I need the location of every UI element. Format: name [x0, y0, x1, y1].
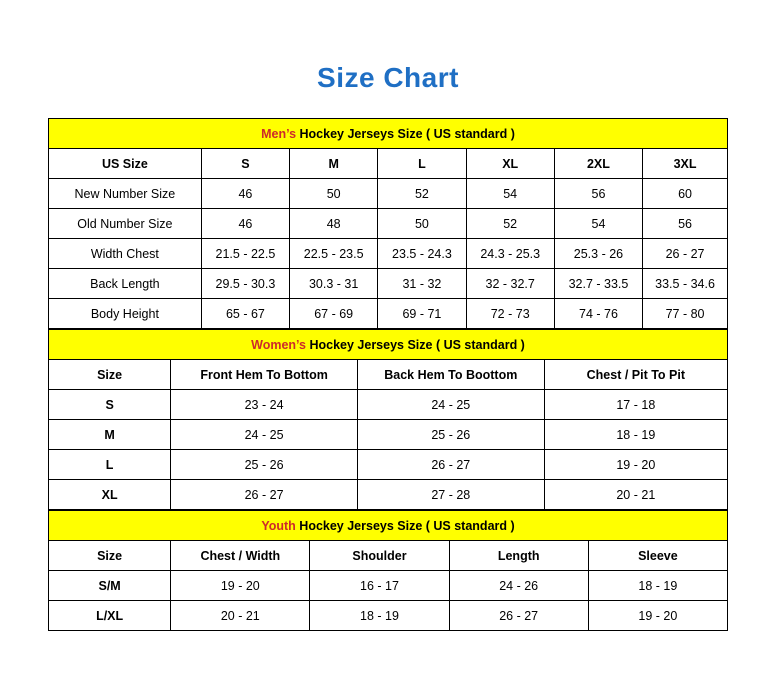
youth-row-1-cell-1: 20 - 21 — [171, 601, 310, 631]
table-banner-row — [49, 330, 728, 360]
table-row — [49, 571, 728, 601]
mens-row-3-cell-2: 30.3 - 31 — [290, 269, 378, 299]
mens-row-2-cell-3: 23.5 - 24.3 — [378, 239, 466, 269]
youth-header-cell-4: Sleeve — [588, 541, 727, 571]
womens-banner-rest: Hockey Jerseys Size ( US standard ) — [306, 337, 525, 352]
mens-row-3-cell-6: 33.5 - 34.6 — [643, 269, 728, 299]
womens-header-cell-0: Size — [49, 360, 171, 390]
mens-row-2-cell-0: Width Chest — [49, 239, 202, 269]
mens-row-1-cell-4: 52 — [466, 209, 554, 239]
mens-banner-accent: Men’s — [261, 126, 297, 141]
womens-row-3-cell-1: 26 - 27 — [171, 480, 358, 510]
womens-row-0-cell-1: 23 - 24 — [171, 390, 358, 420]
youth-header-cell-3: Length — [449, 541, 588, 571]
mens-row-1-cell-0: Old Number Size — [49, 209, 202, 239]
womens-size-table — [48, 329, 728, 510]
womens-row-1-cell-3: 18 - 19 — [544, 420, 727, 450]
mens-row-3-cell-0: Back Length — [49, 269, 202, 299]
mens-row-0-cell-3: 52 — [378, 179, 466, 209]
table-row — [49, 269, 728, 299]
table-row — [49, 299, 728, 329]
womens-row-2-cell-0: L — [49, 450, 171, 480]
womens-banner — [49, 330, 728, 360]
mens-row-1-cell-6: 56 — [643, 209, 728, 239]
mens-header-cell-0: US Size — [49, 149, 202, 179]
youth-banner-rest: Hockey Jerseys Size ( US standard ) — [295, 518, 515, 533]
table-header-row — [49, 541, 728, 571]
youth-banner — [49, 511, 728, 541]
mens-row-2-cell-2: 22.5 - 23.5 — [290, 239, 378, 269]
youth-row-1-cell-2: 18 - 19 — [310, 601, 449, 631]
womens-header-cell-3: Chest / Pit To Pit — [544, 360, 727, 390]
size-chart-container — [48, 118, 728, 631]
mens-banner-rest: Hockey Jerseys Size ( US standard ) — [296, 126, 515, 141]
mens-row-1-cell-1: 46 — [201, 209, 289, 239]
mens-header-cell-2: M — [290, 149, 378, 179]
table-row — [49, 209, 728, 239]
youth-row-0-cell-0: S/M — [49, 571, 171, 601]
womens-row-1-cell-1: 24 - 25 — [171, 420, 358, 450]
table-row — [49, 239, 728, 269]
mens-row-1-cell-5: 54 — [554, 209, 642, 239]
table-header-row — [49, 360, 728, 390]
youth-banner-accent: Youth — [261, 518, 296, 533]
mens-row-0-cell-0: New Number Size — [49, 179, 202, 209]
youth-header-cell-0: Size — [49, 541, 171, 571]
table-row — [49, 179, 728, 209]
womens-row-2-cell-2: 26 - 27 — [357, 450, 544, 480]
table-row — [49, 420, 728, 450]
mens-row-0-cell-6: 60 — [643, 179, 728, 209]
mens-header-cell-3: L — [378, 149, 466, 179]
mens-row-0-cell-5: 56 — [554, 179, 642, 209]
mens-row-2-cell-4: 24.3 - 25.3 — [466, 239, 554, 269]
youth-row-0-cell-1: 19 - 20 — [171, 571, 310, 601]
mens-row-2-cell-5: 25.3 - 26 — [554, 239, 642, 269]
womens-row-2-cell-3: 19 - 20 — [544, 450, 727, 480]
youth-row-1-cell-4: 19 - 20 — [588, 601, 727, 631]
mens-row-1-cell-2: 48 — [290, 209, 378, 239]
womens-row-1-cell-2: 25 - 26 — [357, 420, 544, 450]
mens-header-cell-6: 3XL — [643, 149, 728, 179]
mens-header-cell-1: S — [201, 149, 289, 179]
mens-size-table — [48, 118, 728, 329]
mens-row-0-cell-1: 46 — [201, 179, 289, 209]
youth-row-0-cell-4: 18 - 19 — [588, 571, 727, 601]
mens-row-4-cell-6: 77 - 80 — [643, 299, 728, 329]
youth-header-cell-1: Chest / Width — [171, 541, 310, 571]
womens-row-3-cell-0: XL — [49, 480, 171, 510]
mens-row-4-cell-1: 65 - 67 — [201, 299, 289, 329]
youth-header-cell-2: Shoulder — [310, 541, 449, 571]
mens-row-0-cell-2: 50 — [290, 179, 378, 209]
womens-row-3-cell-3: 20 - 21 — [544, 480, 727, 510]
mens-row-3-cell-5: 32.7 - 33.5 — [554, 269, 642, 299]
womens-row-0-cell-3: 17 - 18 — [544, 390, 727, 420]
womens-row-0-cell-0: S — [49, 390, 171, 420]
mens-row-2-cell-6: 26 - 27 — [643, 239, 728, 269]
youth-row-0-cell-3: 24 - 26 — [449, 571, 588, 601]
mens-row-3-cell-3: 31 - 32 — [378, 269, 466, 299]
page-title: Size Chart — [317, 62, 459, 93]
youth-row-1-cell-3: 26 - 27 — [449, 601, 588, 631]
table-row — [49, 601, 728, 631]
mens-row-4-cell-3: 69 - 71 — [378, 299, 466, 329]
table-row — [49, 480, 728, 510]
mens-row-4-cell-5: 74 - 76 — [554, 299, 642, 329]
womens-row-3-cell-2: 27 - 28 — [357, 480, 544, 510]
table-banner-row — [49, 511, 728, 541]
mens-banner — [49, 119, 728, 149]
youth-row-1-cell-0: L/XL — [49, 601, 171, 631]
womens-row-2-cell-1: 25 - 26 — [171, 450, 358, 480]
womens-header-cell-2: Back Hem To Boottom — [357, 360, 544, 390]
mens-row-3-cell-1: 29.5 - 30.3 — [201, 269, 289, 299]
mens-row-4-cell-4: 72 - 73 — [466, 299, 554, 329]
mens-row-4-cell-2: 67 - 69 — [290, 299, 378, 329]
mens-row-3-cell-4: 32 - 32.7 — [466, 269, 554, 299]
youth-size-table — [48, 510, 728, 631]
table-row — [49, 450, 728, 480]
womens-header-cell-1: Front Hem To Bottom — [171, 360, 358, 390]
mens-row-1-cell-3: 50 — [378, 209, 466, 239]
table-header-row — [49, 149, 728, 179]
womens-row-1-cell-0: M — [49, 420, 171, 450]
mens-header-cell-4: XL — [466, 149, 554, 179]
mens-row-0-cell-4: 54 — [466, 179, 554, 209]
mens-row-2-cell-1: 21.5 - 22.5 — [201, 239, 289, 269]
table-row — [49, 390, 728, 420]
womens-banner-accent: Women’s — [251, 337, 306, 352]
mens-header-cell-5: 2XL — [554, 149, 642, 179]
womens-row-0-cell-2: 24 - 25 — [357, 390, 544, 420]
youth-row-0-cell-2: 16 - 17 — [310, 571, 449, 601]
table-banner-row — [49, 119, 728, 149]
mens-row-4-cell-0: Body Height — [49, 299, 202, 329]
